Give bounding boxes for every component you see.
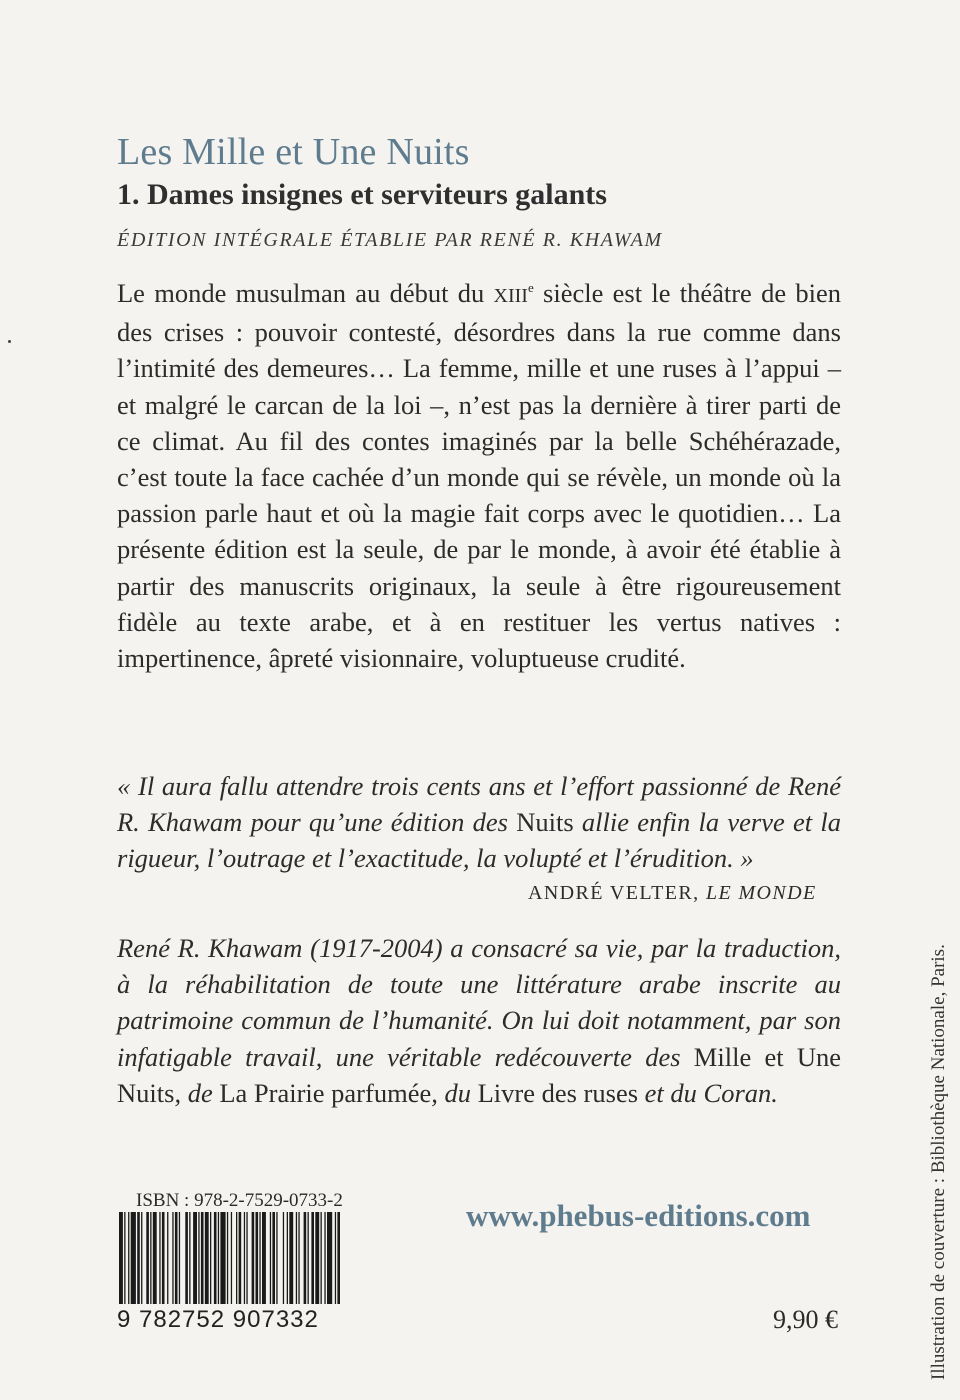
barcode-bar	[256, 1212, 259, 1304]
barcode-bar	[146, 1212, 149, 1304]
century-superscript: e	[527, 280, 534, 295]
barcode-bar	[201, 1212, 204, 1304]
barcode-bar	[218, 1212, 219, 1304]
barcode-bar	[239, 1212, 242, 1304]
print-speck	[8, 340, 11, 343]
price-label: 9,90 €	[773, 1305, 838, 1334]
barcode-bar	[324, 1212, 325, 1304]
barcode	[117, 1212, 343, 1304]
barcode-bar	[335, 1212, 336, 1304]
barcode-bar	[227, 1212, 228, 1304]
barcode-digits: 9 782752 907332	[117, 1306, 319, 1333]
barcode-bar	[124, 1212, 125, 1304]
barcode-bar	[153, 1212, 157, 1304]
barcode-bar	[210, 1212, 211, 1304]
barcode-bar	[231, 1212, 232, 1304]
barcode-bar	[270, 1212, 271, 1304]
barcode-bar	[193, 1212, 197, 1304]
bio-title-2: La Prairie parfumée	[219, 1077, 432, 1108]
barcode-bar	[162, 1212, 165, 1304]
barcode-bar	[137, 1212, 140, 1304]
barcode-bar	[128, 1212, 129, 1304]
quote-text-1: « Il aura fallu attendre trois cents ans et l’effort passionné de René R. Khawam pour qu’une édition des	[117, 771, 841, 838]
barcode-bar	[276, 1212, 277, 1304]
translator-bio	[117, 930, 841, 1111]
bio-title-1: Mille et Une Nuits	[117, 1041, 842, 1108]
barcode-bar	[236, 1212, 237, 1304]
book-title: Les Mille et Une Nuits	[117, 131, 470, 173]
barcode-bar	[252, 1212, 255, 1304]
barcode-bar	[298, 1212, 299, 1304]
barcode-bar	[198, 1212, 199, 1304]
barcode-bar	[308, 1212, 309, 1304]
barcode-bar	[214, 1212, 217, 1304]
quote-attribution	[528, 882, 817, 905]
barcode-bar	[337, 1212, 340, 1304]
barcode-bar	[150, 1212, 151, 1304]
barcode-bar	[119, 1212, 123, 1304]
barcode-bar	[185, 1212, 188, 1304]
cover-illustration-credit: Illustration de couverture : Bibliothèque Nationale, Paris.	[928, 944, 949, 1380]
barcode-bar	[205, 1212, 209, 1304]
bio-text-1: René R. Khawam (1917-2004) a consacré sa vie, par la traduction, à la réhabilitation de toute une littérature arabe inscrite au patrimoine commun de l’humanité. On lui doit notamment, par son infatigable travail, une véritable redécouverte des	[117, 933, 841, 1072]
century-numeral	[494, 278, 534, 308]
barcode-bar	[311, 1212, 314, 1304]
bio-text-4: et du Coran.	[638, 1077, 778, 1108]
quote-source: LE MONDE	[705, 882, 817, 904]
barcode-bar	[159, 1212, 160, 1304]
barcode-bar	[272, 1212, 275, 1304]
quote-text-2: allie enfin la verve et la rigueur, l’outrage et l’exactitude, la volupté et l’érudition. »	[117, 807, 842, 874]
edition-note: ÉDITION INTÉGRALE ÉTABLIE PAR RENÉ R. KHAWAM	[117, 229, 663, 251]
barcode-bar	[246, 1212, 247, 1304]
volume-subtitle: 1. Dames insignes et serviteurs galants	[117, 178, 607, 211]
barcode-bar	[131, 1212, 136, 1304]
barcode-bar	[287, 1212, 288, 1304]
barcode-bar	[167, 1212, 168, 1304]
barcode-bar	[321, 1212, 322, 1304]
barcode-bar	[189, 1212, 190, 1304]
barcode-bar	[244, 1212, 245, 1304]
barcode-bar	[289, 1212, 293, 1304]
bio-text-3: , du	[431, 1077, 478, 1108]
barcode-bar	[296, 1212, 297, 1304]
barcode-bar	[220, 1212, 225, 1304]
blurb-text-2: siècle est le théâtre de bien des crises : pouvoir contesté, désordres dans la rue comme dans l’intimité des demeures… La femme, mille et une ruses à l’appui – et malgré le carcan de la loi –, n’est pas la dernière à tirer parti de ce climat. Au fil des contes imaginés par la belle Schéhérazade, c’est toute la face cachée d’un monde qui se révèle, un monde où la passion parle haut et où la magie fait corps avec le quotidien… La présente édition est la seule, de par le monde, à avoir été établie à partir des manuscrits originaux, la seule à être rigoureusement fidèle au texte arabe, et à en restituer les vertus natives : impertinence, âpreté visionnaire, voluptueuse crudité.	[117, 278, 842, 674]
blurb-text-1: Le monde musulman au début du	[117, 278, 494, 308]
quote-title-nuits: Nuits	[516, 807, 574, 838]
barcode-bar	[175, 1212, 178, 1304]
barcode-bar	[315, 1212, 319, 1304]
press-quote	[117, 768, 841, 877]
barcode-bar	[172, 1212, 173, 1304]
bio-text-2: , de	[174, 1077, 220, 1108]
barcode-bar	[304, 1212, 307, 1304]
publisher-website[interactable]: www.phebus-editions.com	[466, 1198, 811, 1233]
barcode-bar	[262, 1212, 266, 1304]
barcode-bar	[259, 1212, 260, 1304]
isbn-label: ISBN : 978-2-7529-0733-2	[136, 1190, 343, 1211]
barcode-bar	[283, 1212, 284, 1304]
barcode-bar	[327, 1212, 332, 1304]
summary-blurb	[117, 270, 841, 676]
bio-title-3: Livre des ruses	[477, 1077, 639, 1108]
barcode-bar	[141, 1212, 142, 1304]
century-roman: XIII	[493, 285, 528, 307]
quote-author: ANDRÉ VELTER,	[528, 882, 706, 904]
barcode-bar	[179, 1212, 180, 1304]
